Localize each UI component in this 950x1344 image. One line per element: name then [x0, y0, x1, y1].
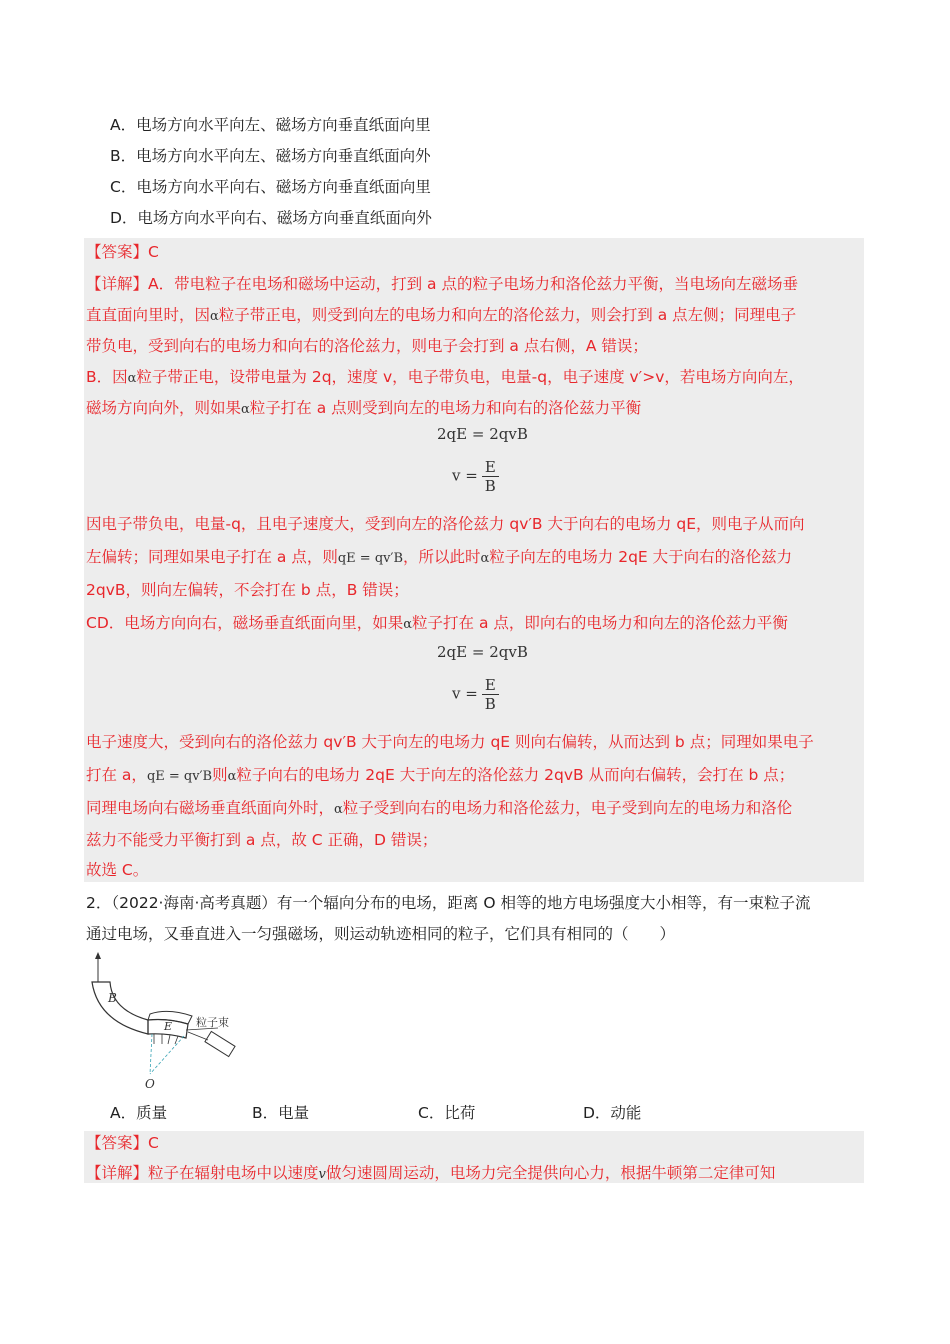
detail-line: 兹力不能受力平衡打到 a 点，故 C 正确，D 错误； [86, 831, 438, 849]
answer-label: 【答案】C [86, 1134, 159, 1152]
alpha-symbol: α [403, 617, 413, 632]
formula-velocity: v = $\frac{E}{B}$ [452, 458, 499, 495]
label-e: E [164, 1020, 173, 1033]
alpha-symbol: α [210, 309, 219, 324]
detail-line: 【详解】粒子在辐射电场中以速度v做匀速圆周运动，电场力完全提供向心力，根据牛顿第二定律可知 [86, 1164, 776, 1182]
q2-option-a: A．质量 [110, 1104, 168, 1122]
option-b: B．电场方向水平向左、磁场方向垂直纸面向外 [110, 147, 431, 165]
inline-formula: qE = qv′B [146, 769, 213, 784]
alpha-symbol: α [227, 769, 237, 784]
detail-line: 打在 a，qE = qv′B则α粒子向右的电场力 2qE 大于向左的洛伦兹力 2qvB 从而向右偏转，会打在 b 点； [86, 766, 795, 784]
detail-line: 2qvB，则向左偏转，不会打在 b 点，B 错误； [86, 581, 409, 599]
alpha-symbol: α [241, 402, 250, 417]
formula-velocity: v = $\frac{E}{B}$ [452, 676, 499, 713]
label-beam: 粒子束 [196, 1016, 229, 1029]
option-c: C．电场方向水平向右、磁场方向垂直纸面向里 [110, 178, 431, 196]
detail-line: CD．电场方向向右，磁场垂直纸面向里，如果α粒子打在 a 点，即向右的电场力和向左的洛伦兹力平衡 [86, 614, 788, 632]
detail-line: 磁场方向向外，则如果α粒子打在 a 点则受到向左的电场力和向右的洛伦兹力平衡 [86, 399, 642, 417]
q2-option-d: D．动能 [583, 1104, 642, 1122]
detail-line: 故选 C。 [86, 861, 149, 879]
velocity-symbol: v [318, 1167, 326, 1182]
detail-line: 左偏转；同理如果电子打在 a 点，则qE = qv′B，所以此时α粒子向左的电场力 2qE 大于向右的洛伦兹力 [86, 548, 793, 566]
formula-balance: 2qE = 2qvB [437, 643, 528, 661]
formula-balance: 2qE = 2qvB [437, 425, 528, 443]
alpha-symbol: α [127, 371, 137, 386]
alpha-symbol: α [480, 551, 490, 566]
question-2-stem: 通过电场，又垂直进入一匀强磁场，则运动轨迹相同的粒子，它们具有相同的（ ） [86, 925, 676, 943]
label-b: B [108, 991, 117, 1005]
q2-option-b: B．电量 [252, 1104, 310, 1122]
option-a: A．电场方向水平向左、磁场方向垂直纸面向里 [110, 116, 431, 134]
detail-line: 同理电场向右磁场垂直纸面向外时，α粒子受到向右的电场力和洛伦兹力，电子受到向左的电场力和洛伦 [86, 799, 793, 817]
q2-option-c: C．比荷 [418, 1104, 476, 1122]
detail-line: 直直面向里时，因α粒子带正电，则受到向左的电场力和向左的洛伦兹力，则会打到 a 点左侧；同理电子 [86, 306, 797, 324]
detail-line: 因电子带负电，电量-q，且电子速度大，受到向左的洛伦兹力 qv′B 大于向右的电场力 qE，则电子从而向 [86, 515, 805, 533]
detail-line: 电子速度大，受到向右的洛伦兹力 qv′B 大于向左的电场力 qE 则向右偏转，从而达到 b 点；同理如果电子 [86, 733, 814, 751]
question-2-stem: 2．（2022·海南·高考真题）有一个辐向分布的电场，距离 O 相等的地方电场强度大小相等，有一束粒子流 [86, 894, 811, 912]
detail-line: 【详解】A．带电粒子在电场和磁场中运动，打到 a 点的粒子电场力和洛伦兹力平衡，当电场向左磁场垂 [86, 275, 798, 293]
detail-line: B．因α粒子带正电，设带电量为 2q，速度 v，电子带负电，电量-q，电子速度 v′>v，若电场方向向左， [86, 368, 804, 386]
radial-field-diagram [88, 952, 248, 1092]
alpha-symbol: α [334, 802, 343, 817]
detail-line: 带负电，受到向右的电场力和向右的洛伦兹力，则电子会打到 a 点右侧，A 错误； [86, 337, 648, 355]
label-o: O [145, 1077, 155, 1091]
inline-formula: qE = qv′B [337, 551, 403, 566]
answer-label: 【答案】C [86, 243, 159, 261]
option-d: D．电场方向水平向右、磁场方向垂直纸面向外 [110, 209, 432, 227]
